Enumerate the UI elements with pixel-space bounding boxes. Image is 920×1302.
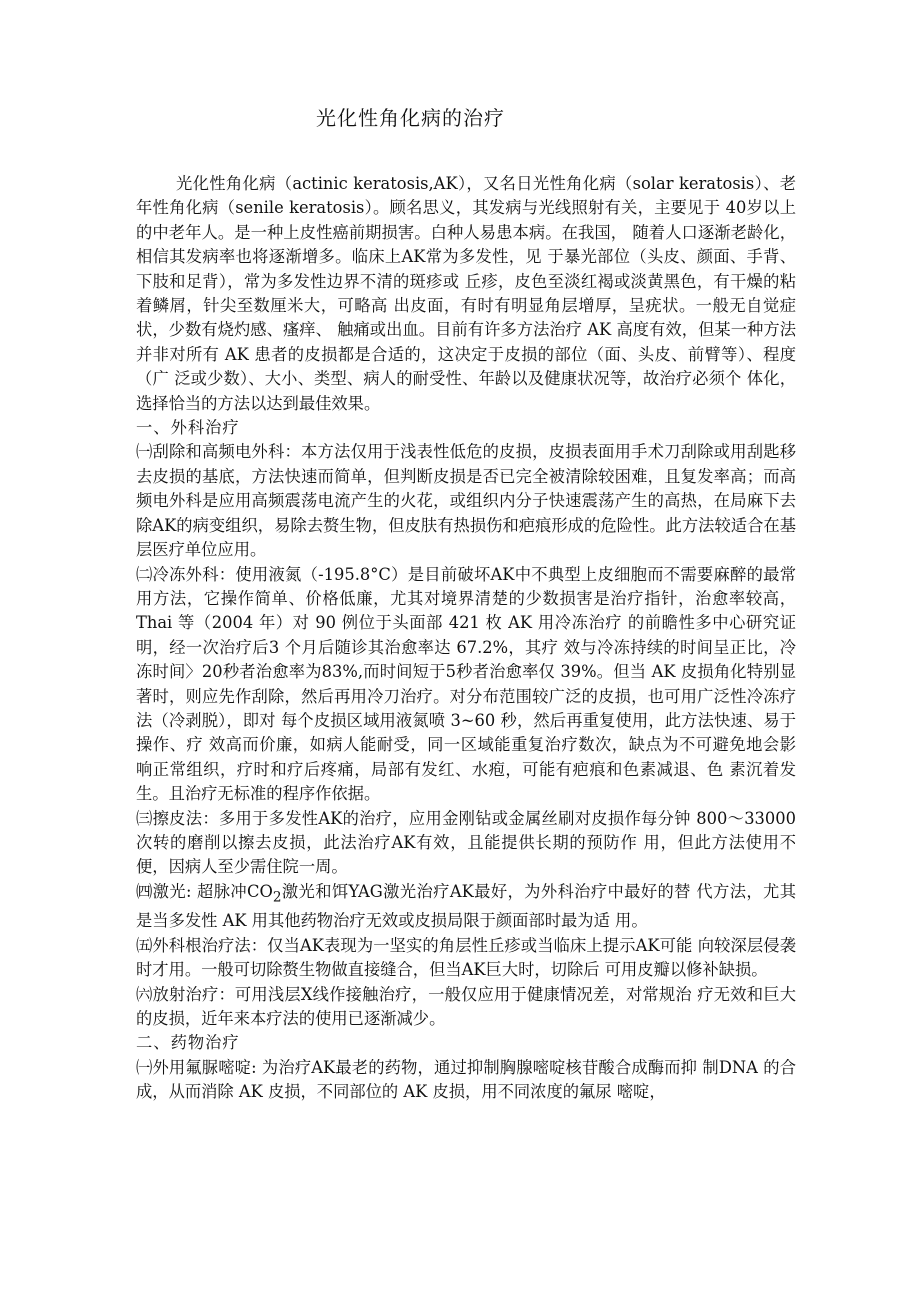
laser-text-a: ㈣激光: 超脉冲CO <box>136 881 273 901</box>
paragraph-curettage: ㈠刮除和高频电外科：本方法仅用于浅表性低危的皮损，皮损表面用手术刀刮除或用刮匙移去皮损的基底，方法快速而简单，但判断皮损是否已完全被清除较困难，且复发率高；而高频电外科是应用高频震荡电流产生的火花，或组织内分子快速震荡产生的高热，在局麻下去除AK的病变组织，易除去赘生物，但皮肤有热损伤和疤痕形成的危险性。此方法较适合在基层医疗单位应用。 <box>136 442 796 560</box>
paragraph-laser <box>136 880 796 934</box>
paragraph-fluorouracil: ㈠外用氟脲嘧啶: 为治疗AK最老的药物，通过抑制胸腺嘧啶核苷酸合成酶而抑 制DNA 的合成，从而消除 AK 皮损，不同部位的 AK 皮损，用不同浓度的氟尿 嘧啶， <box>136 1057 796 1102</box>
intro-paragraph: 光化性角化病（actinic keratosis,AK），又名日光性角化病（solar keratosis）、老年性角化病（senile keratosis）。顾名思义，其发病与光线照射有关，主要见于 40岁以上的中老年人。是一种上皮性癌前期损害。白种人易患本病。在我国， 随着人口逐渐老龄化，相信其发病率也将逐渐增多。临床上AK常为多发性，见 于暴光部位（头皮、颜面、手背、下肢和足背），常为多发性边界不清的斑疹或 丘疹，皮色至淡红褐或淡黄黑色，有干燥的粘着鳞屑，针尖至数厘米大，可略高 出皮面，有时有明显角层增厚，呈疣状。一般无自觉症状，少数有烧灼感、瘙痒、 触痛或出血。目前有许多方法治疗 AK 高度有效，但某一种方法并非对所有 AK 患者的皮损都是合适的，这决定于皮损的部位（面、头皮、前臂等）、程度（广 泛或少数）、大小、类型、病人的耐受性、年龄以及健康状况等，故治疗必须个 体化，选择恰当的方法以达到最佳效果。 <box>136 174 796 413</box>
section-heading-drug: 二、药物治疗 <box>136 1033 240 1053</box>
section-heading-surgical: 一、外科治疗 <box>136 418 240 438</box>
paragraph-radiotherapy: ㈥放射治疗：可用浅层X线作接触治疗，一般仅应用于健康情况差，对常规治 疗无效和巨大的皮损，近年来本疗法的使用已逐渐减少。 <box>136 984 796 1029</box>
laser-subscript: 2 <box>272 889 282 906</box>
paragraph-radical-surgery: ㈤外科根治疗法：仅当AK表现为一坚实的角层性丘疹或当临床上提示AK可能 向较深层侵袭时才用。一般可切除赘生物做直接缝合，但当AK巨大时，切除后 可用皮瓣以修补缺损。 <box>136 935 796 980</box>
paragraph-dermabrasion: ㈢擦皮法：多用于多发性AK的治疗，应用金刚钻或金属丝刷对皮损作每分钟 800〜33000次转的磨削以擦去皮损，此法治疗AK有效，且能提供长期的预防作 用，但此方法使用不便，因病人至少需住院一周。 <box>136 808 796 877</box>
laser-text-b: 激光和饵YAG激光治疗AK最好，为外科治疗中最好的替 代方法，尤其是当多发性 AK 用其他药物治疗无效或皮损局限于颜面部时最为适 用。 <box>136 881 796 931</box>
paragraph-cryosurgery: ㈡冷冻外科：使用液氮（-195.8°C）是目前破坏AK中不典型上皮细胞而不需要麻醉的最常用方法，它操作简单、价格低廉，尤其对境界清楚的少数损害是治疗指针，治愈率较高， Thai 等（2004 年）对 90 例位于头面部 421 枚 AK 用冷冻治疗 的前瞻性多中心研究证明，经一次治疗后3 个月后随诊其治愈率达 67.2%，其疗 效与冷冻持续的时间呈正比，冷冻时间〉20秒者治愈率为83%,而时间短于5秒者治愈率仅 39%。但当 AK 皮损角化特别显著时，则应先作刮除，然后再用冷刀治疗。对分布范围较广泛的皮损，也可用广泛性冷冻疗法（冷剥脱），即对 每个皮损区域用液氮喷 3~60 秒，然后再重复使用，此方法快速、易于操作、疗 效高而价廉，如病人能耐受，同一区域能重复治疗数次，缺点为不可避免地会影 响正常组织，疗时和疗后疼痛，局部有发红、水疱，可能有疤痕和色素减退、色 素沉着发生。且治疗无标准的程序作依据。 <box>136 564 796 804</box>
page-title: 光化性角化病的治疗 <box>316 106 505 130</box>
document-body <box>136 172 796 1105</box>
